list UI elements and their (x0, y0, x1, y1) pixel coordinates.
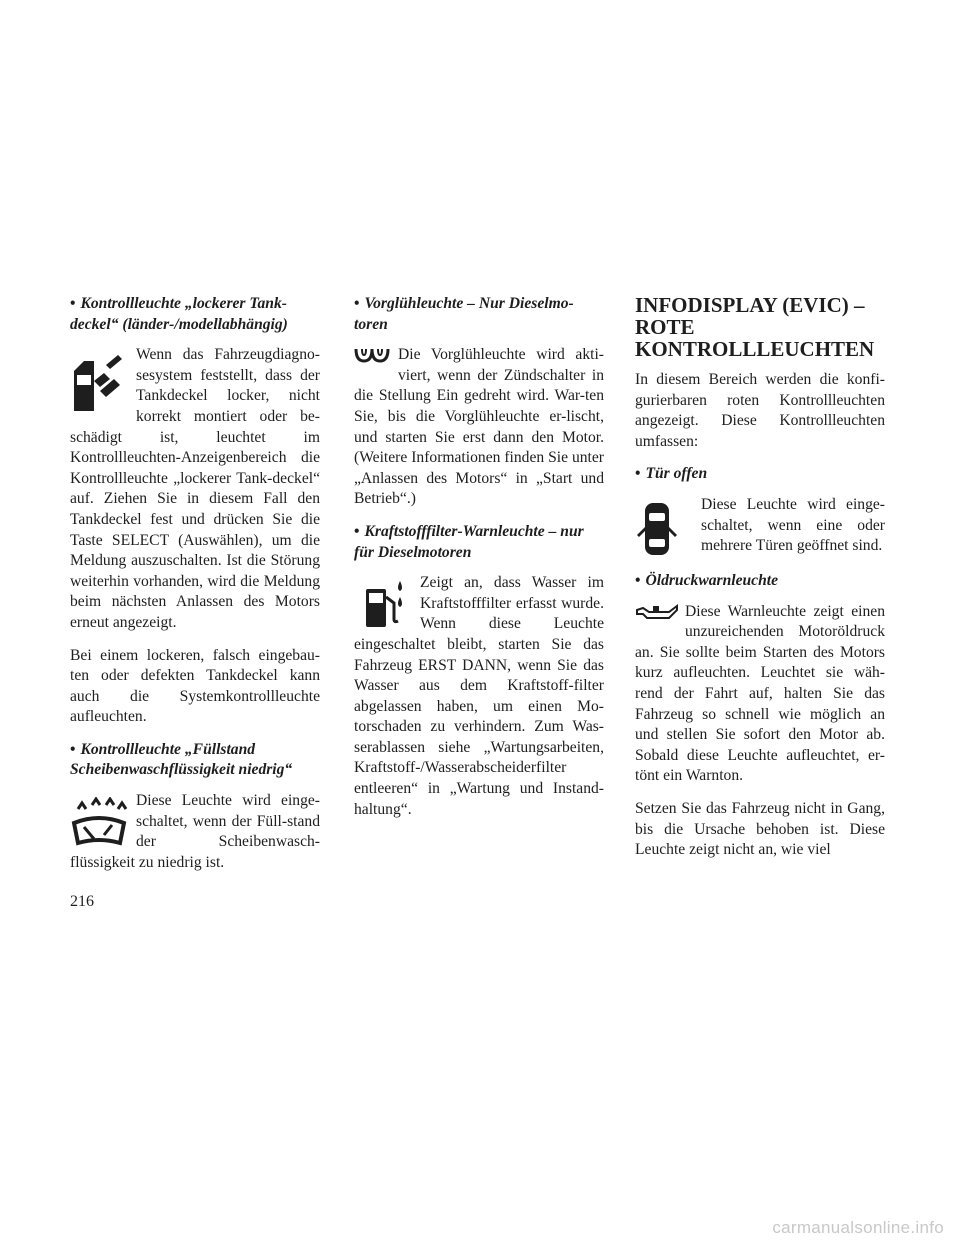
watermark: carmanualsonline.info (772, 1218, 944, 1237)
bullet-dot: • (354, 522, 360, 540)
paragraph-oil-pressure (635, 602, 885, 787)
bullet-heading-door-open (635, 464, 885, 485)
bullet-dot: • (635, 571, 641, 589)
paragraph-text: Zeigt an, dass Wasser im Kraftstofffilter erfasst wurde. Wenn diese Leuchte eingeschaltet bleibt, starten Sie das Fahrzeug ERST DANN, wenn Sie das Wasser aus dem Kraftstoff-filter abgelassen haben, um einen Mo-torschaden zu verhindern. Zum Was-serablassen siehe „Wartungsarbeiten, Kraftstoff-/Wasserabscheiderfilter entleeren“ in „Wartung und Instand-haltung“. (354, 574, 604, 818)
paragraph-last: Setzen Sie das Fahrzeug nicht in Gang, bis die Ursache behoben ist. Diese Leuchte zeigt nicht an, wie viel (635, 799, 885, 859)
bullet-title: Kraftstofffilter-Warnleuchte – nur für Dieselmotoren (354, 522, 584, 561)
bullet-heading-fuel-cap (70, 294, 320, 335)
paragraph-text: Diese Leuchte wird einge-schaltet, wenn eine oder mehrere Türen geöffnet sind. (701, 495, 885, 555)
paragraph-washer-fluid (70, 791, 320, 873)
paragraph-glow-plug (354, 345, 604, 510)
oil-pressure-icon (635, 604, 679, 624)
section-heading: INFODISPLAY (EVIC) – ROTE KONTROLLLEUCHTEN (635, 293, 875, 361)
paragraph-text: Die Vorglühleuchte wird akti-viert, wenn der Zündschalter in die Stellung Ein gedreht wird. War-ten Sie, bis die Vorglühleuchte er-lischt, und starten Sie erst dann den Motor. (Weitere Informationen finden Sie unter „Anlassen des Motors“ in „Start und Betrieb“.) (354, 346, 604, 508)
bullet-heading-washer-fluid (70, 740, 320, 781)
paragraph-text: Wenn das Fahrzeugdiagno-sesystem feststellt, dass der Tankdeckel locker, nicht korrekt montiert oder be-schädigt ist, leuchtet im Kontrollleuchten-Anzeigenbereich die Kontrollleuchte „lockerer Tank-deckel“ auf. Ziehen Sie in diesem Fall den Tankdeckel fest und drücken Sie die Taste SELECT (Auswählen), um die Meldung auszuschalten. Ist die Störung weiterhin vorhanden, wird die Meldung beim nächsten Anlassen des Motors erneut angezeigt. (70, 346, 320, 631)
paragraph-fuel-cap (70, 345, 320, 633)
door-open-icon (635, 499, 681, 559)
column-3 (635, 294, 885, 873)
column-1 (70, 294, 320, 885)
bullet-title: Kontrollleuchte „Füllstand Scheibenwaschflüssigkeit niedrig“ (70, 740, 293, 779)
bullet-heading-glow-plug (354, 294, 604, 335)
paragraph-text: Diese Leuchte wird einge-schaltet, wenn der Füll-stand der Scheibenwasch-flüssigkeit zu niedrig ist. (70, 792, 320, 871)
washer-fluid-icon (70, 797, 128, 849)
bullet-dot: • (354, 295, 360, 312)
fuel-cap-icon (70, 351, 128, 415)
glow-plug-icon (354, 347, 390, 369)
bullet-title: Öldruckwarnleuchte (645, 571, 779, 589)
paragraph-fuel-cap-2: Bei einem lockeren, falsch eingebau-ten oder defekten Tankdeckel kann auch die Systemkontrollleuchte aufleuchten. (70, 646, 320, 726)
water-in-fuel-icon (354, 579, 410, 631)
page-number: 216 (70, 893, 94, 910)
bullet-title: Tür offen (645, 465, 708, 483)
bullet-heading-water-in-fuel (354, 522, 604, 563)
paragraph-water-in-fuel (354, 573, 604, 820)
bullet-dot: • (70, 740, 76, 758)
column-2 (354, 294, 604, 832)
bullet-dot: • (70, 295, 76, 312)
paragraph-text: Diese Warnleuchte zeigt einen unzureichenden Motoröldruck an. Sie sollte beim Starten des Motors kurz aufleuchten. Leuchtet sie wäh-rend der Fahrt auf, halten Sie das Fahrzeug so schnell wie möglich an und stellen Sie sofort den Motor ab. Sobald diese Leuchte aufleuchtet, er-tönt ein Warnton. (635, 602, 885, 785)
paragraph-door-open (635, 495, 885, 559)
bullet-heading-oil-pressure (635, 571, 885, 592)
bullet-title: Kontrollleuchte „lockerer Tank-deckel“ (länder-/modellabhängig) (70, 295, 288, 333)
bullet-dot: • (635, 465, 641, 483)
bullet-title: Vorglühleuchte – Nur Dieselmo-toren (354, 295, 574, 333)
paragraph-intro: In diesem Bereich werden die konfi-gurierbaren roten Kontrollleuchten angezeigt. Diese Kontrollleuchten umfassen: (635, 371, 885, 450)
